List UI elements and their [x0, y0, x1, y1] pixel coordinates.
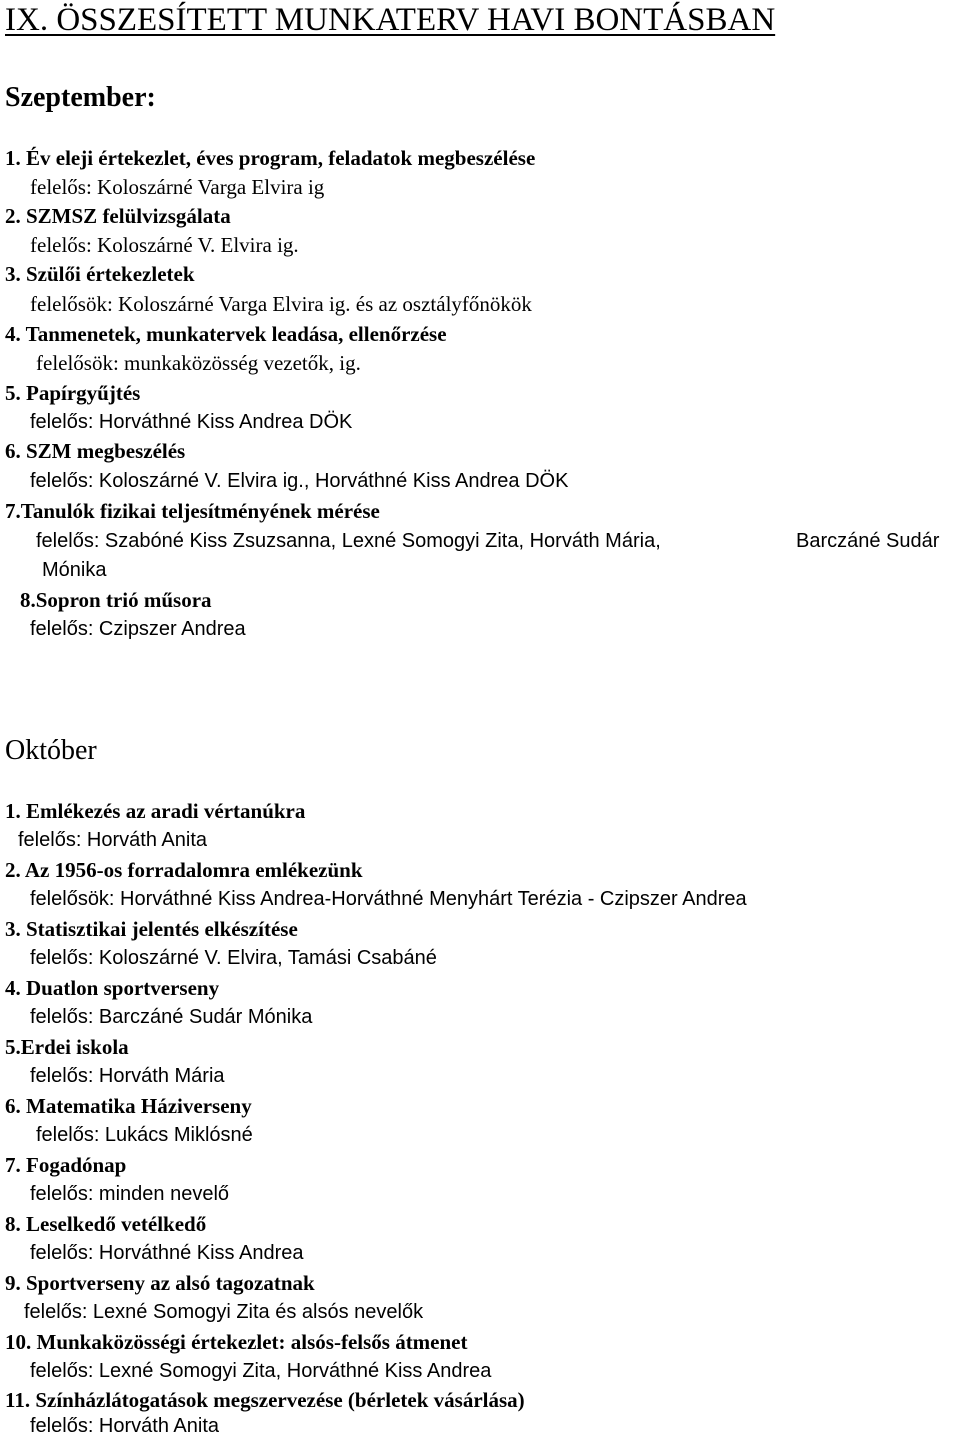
document-title: IX. ÖSSZESÍTETT MUNKATERV HAVI BONTÁSBAN [5, 2, 776, 38]
list-item-title: 11. Színházlátogatások megszervezése (bérletek vásárlása) [5, 1388, 525, 1412]
list-item-responsible-right: Barczáné Sudár [796, 530, 940, 552]
section-heading-october: Október [5, 735, 97, 766]
list-item-title: 8.Sopron trió műsora [20, 588, 212, 612]
list-item-title: 9. Sportverseny az alsó tagozatnak [5, 1271, 315, 1295]
list-item-title: 5. Papírgyűjtés [5, 381, 141, 405]
list-item-title: 10. Munkaközösségi értekezlet: alsós-felsős átmenet [5, 1330, 468, 1354]
list-item-title: 6. Matematika Háziverseny [5, 1094, 252, 1118]
list-item-title: 1. Év eleji értekezlet, éves program, feladatok megbeszélése [5, 146, 536, 170]
list-item-responsible: felelős: Horváthné Kiss Andrea DÖK [30, 411, 353, 433]
list-item-responsible: felelős: Horváthné Kiss Andrea [30, 1242, 304, 1264]
list-item-responsible: felelősök: Horváthné Kiss Andrea-Horváthné Menyhárt Terézia - Czipszer Andrea [30, 888, 747, 910]
list-item-responsible: felelős: Koloszárné V. Elvira ig., Horváthné Kiss Andrea DÖK [30, 470, 569, 492]
list-item-title: 3. Szülői értekezletek [5, 262, 195, 286]
list-item-responsible: felelős: Lukács Miklósné [36, 1124, 253, 1146]
list-item-title: 3. Statisztikai jelentés elkészítése [5, 917, 298, 941]
list-item-title: 8. Leselkedő vetélkedő [5, 1212, 207, 1236]
list-item-responsible: felelős: Lexné Somogyi Zita, Horváthné Kiss Andrea [30, 1360, 492, 1382]
list-item-responsible: felelős: Szabóné Kiss Zsuzsanna, Lexné Somogyi Zita, Horváth Mária, [36, 530, 661, 552]
list-item-responsible: felelős: Horváth Anita [18, 829, 207, 851]
list-item-title: 7.Tanulók fizikai teljesítményének mérése [5, 499, 380, 523]
list-item-title: 4. Duatlon sportverseny [5, 976, 220, 1000]
list-item-responsible: felelős: Barczáné Sudár Mónika [30, 1006, 313, 1028]
list-item-title: 4. Tanmenetek, munkatervek leadása, ellenőrzése [5, 322, 447, 346]
list-item-title: 6. SZM megbeszélés [5, 439, 186, 463]
list-item-title: 2. Az 1956-os forradalomra emlékezünk [5, 858, 363, 882]
list-item-responsible-continued: Mónika [42, 559, 107, 581]
list-item-title: 7. Fogadónap [5, 1153, 127, 1177]
list-item-responsible: felelős: Koloszárné V. Elvira ig. [30, 233, 299, 257]
list-item-responsible: felelős: Horváth Mária [30, 1065, 225, 1087]
list-item-responsible: felelős: Koloszárné V. Elvira, Tamási Csabáné [30, 947, 437, 969]
list-item-responsible: felelős: Horváth Anita [30, 1415, 219, 1437]
section-heading-september: Szeptember: [5, 82, 156, 113]
list-item-title: 1. Emlékezés az aradi vértanúkra [5, 799, 306, 823]
list-item-responsible: felelősök: munkaközösség vezetők, ig. [36, 351, 361, 375]
list-item-responsible: felelős: Czipszer Andrea [30, 618, 246, 640]
list-item-responsible: felelősök: Koloszárné Varga Elvira ig. és az osztályfőnökök [30, 292, 532, 316]
list-item-title: 5.Erdei iskola [5, 1035, 129, 1059]
list-item-responsible: felelős: minden nevelő [30, 1183, 230, 1205]
list-item-responsible: felelős: Koloszárné Varga Elvira ig [30, 175, 325, 199]
list-item-title: 2. SZMSZ felülvizsgálata [5, 204, 231, 228]
list-item-responsible: felelős: Lexné Somogyi Zita és alsós nevelők [24, 1301, 424, 1323]
